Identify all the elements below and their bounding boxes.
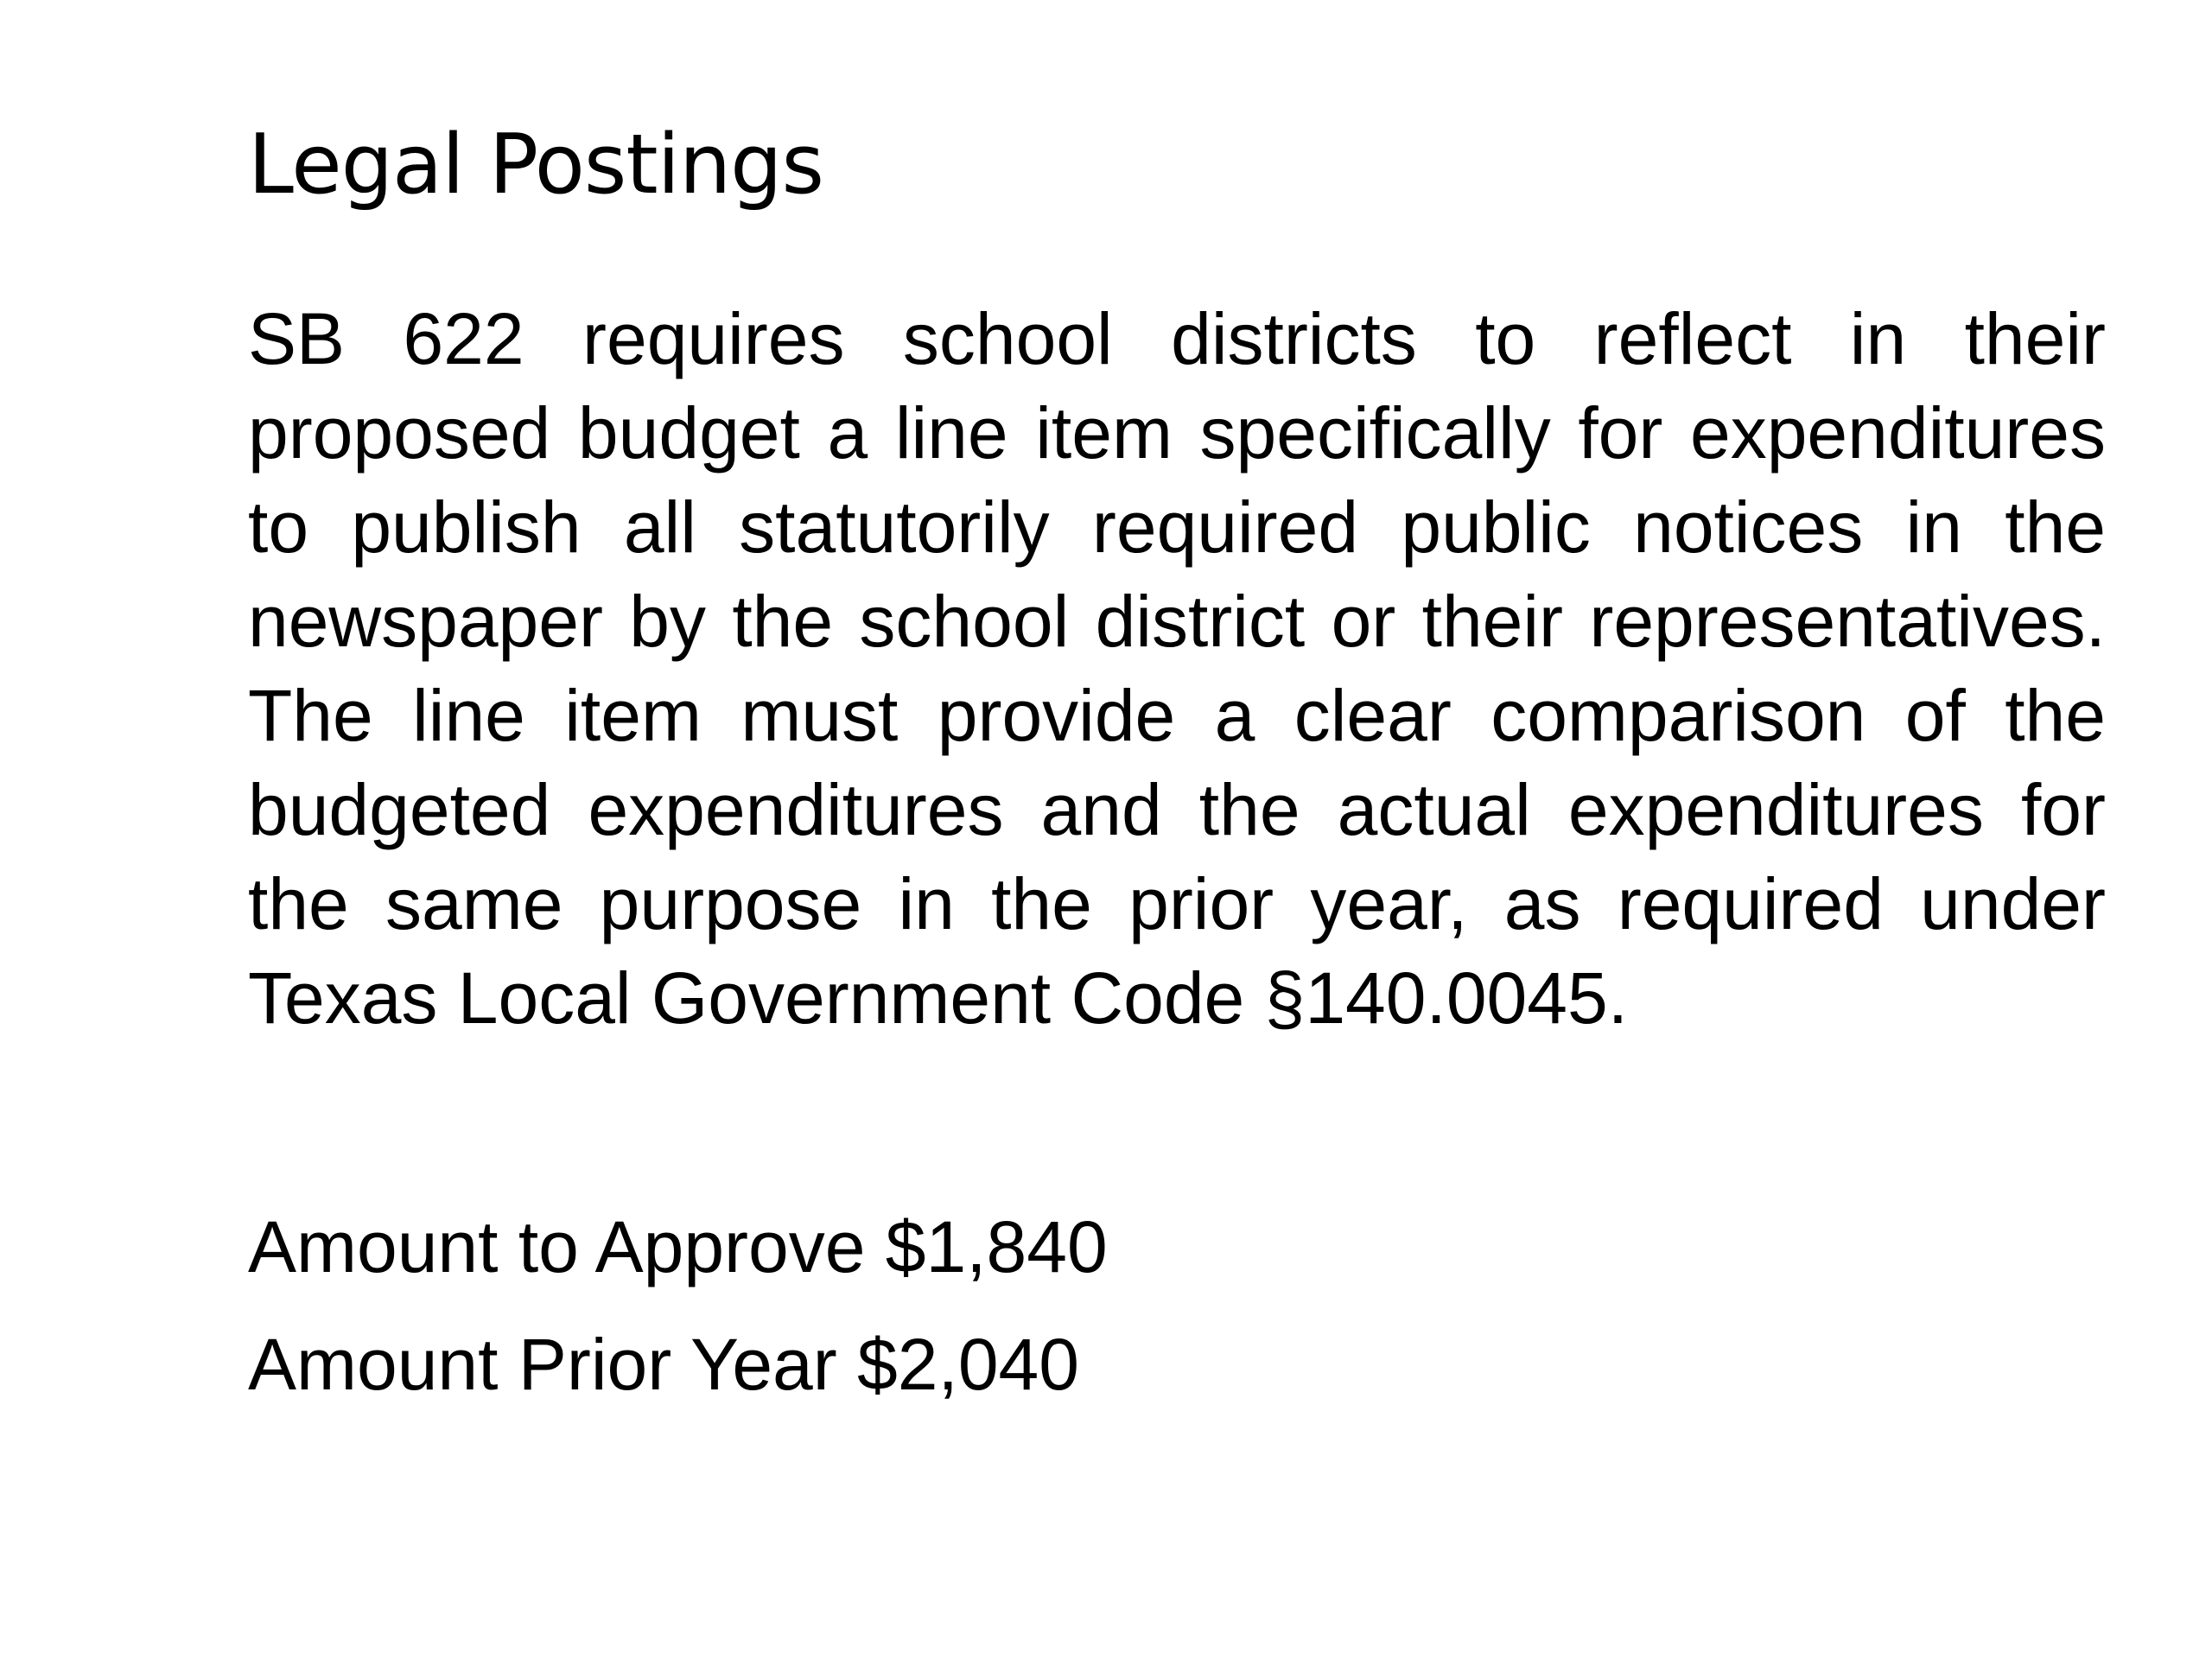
slide-title: Legal Postings — [248, 118, 823, 213]
slide-content — [248, 292, 2106, 1423]
amount-prior-year: Amount Prior Year $2,040 — [248, 1324, 1079, 1405]
body-paragraph: SB 622 requires school districts to reflect in their proposed budget a line item specifically for expenditures to publish all statutorily required public notices in the newspaper by the school district or their representatives. The line item must provide a clear comparison of the budgeted expenditures and the actual expenditures for the same purpose in the prior year, as required under Texas Local Government Code §140.0045. — [248, 298, 2106, 1039]
amount-to-approve: Amount to Approve $1,840 — [248, 1206, 1108, 1287]
